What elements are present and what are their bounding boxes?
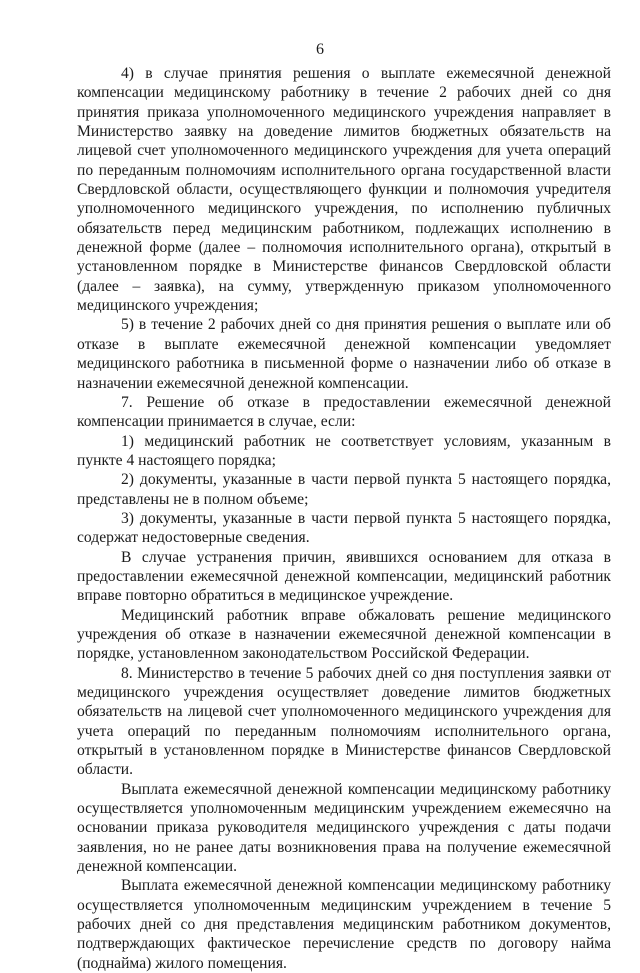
paragraph-section-8: 8. Министерство в течение 5 рабочих дней со дня поступления заявки от медицинского учреждения осуществляет доведение лимитов бюджетных обязательств на лицевой счет уполномоченного медицинского учреждения для учета операций по переданным полномочиям исполнительного органа, открытый в установленном порядке в Министерстве финансов Свердловской области. xyxy=(77,664,611,779)
document-body xyxy=(77,64,611,973)
page-number: 6 xyxy=(316,41,324,58)
paragraph-payment-monthly: Выплата ежемесячной денежной компенсации медицинскому работнику осуществляется уполномоченным медицинским учреждением ежемесячно на основании приказа руководителя медицинского учреждения с даты подачи заявления, но не ранее даты возникновения права на получение ежемесячной денежной компенсации. xyxy=(77,780,611,876)
paragraph-refusal-reason-3: 3) документы, указанные в части первой пункта 5 настоящего порядка, содержат недостоверные сведения. xyxy=(77,509,611,547)
paragraph-refusal-reason-2: 2) документы, указанные в части первой пункта 5 настоящего порядка, представлены не в полном объеме; xyxy=(77,471,611,508)
paragraph-reapply: В случае устранения причин, явившихся основанием для отказа в предоставлении ежемесячной денежной компенсации, медицинский работник вправе повторно обратиться в медицинское учреждение. xyxy=(77,548,611,605)
paragraph-refusal-reason-1: 1) медицинский работник не соответствует условиям, указанным в пункте 4 настоящего порядка; xyxy=(77,432,611,469)
paragraph-payment-timing: Выплата ежемесячной денежной компенсации медицинскому работнику осуществляется уполномоченным медицинским учреждением в течение 5 рабочих дней со дня представления медицинским работником документов, подтверждающих фактическое перечисление средств по договору найма (поднайма) жилого помещения. xyxy=(77,877,611,972)
paragraph-item-5: 5) в течение 2 рабочих дней со дня принятия решения о выплате или об отказе в выплате ежемесячной денежной компенсации уведомляет медицинского работника в письменной форме о назначении либо об отказе в назначении ежемесячной денежной компенсации. xyxy=(77,316,611,392)
paragraph-item-4: 4) в случае принятия решения о выплате ежемесячной денежной компенсации медицинскому работнику в течение 2 рабочих дней со дня принятия приказа уполномоченного медицинского учреждения направляет в Министерство заявку на доведение лимитов бюджетных обязательств на лицевой счет уполномоченного медицинского учреждения для учета операций по переданным полномочиям исполнительного органа государственной власти Свердловской области, осуществляющего функции и полномочия учредителя уполномоченного медицинского учреждения, по исполнению публичных обязательств перед медицинским работником, подлежащих исполнению в денежной форме (далее – полномочия исполнительного органа), открытый в установленном порядке в Министерстве финансов Свердловской области (далее – заявка), на сумму, утвержденную приказом уполномоченного медицинского учреждения; xyxy=(77,65,611,315)
paragraph-section-7: 7. Решение об отказе в предоставлении ежемесячной денежной компенсации принимается в случае, если: xyxy=(77,393,611,431)
paragraph-appeal: Медицинский работник вправе обжаловать решение медицинского учреждения об отказе в назначении ежемесячной денежной компенсации в порядке, установленном законодательством Российской Федерации. xyxy=(77,606,611,663)
